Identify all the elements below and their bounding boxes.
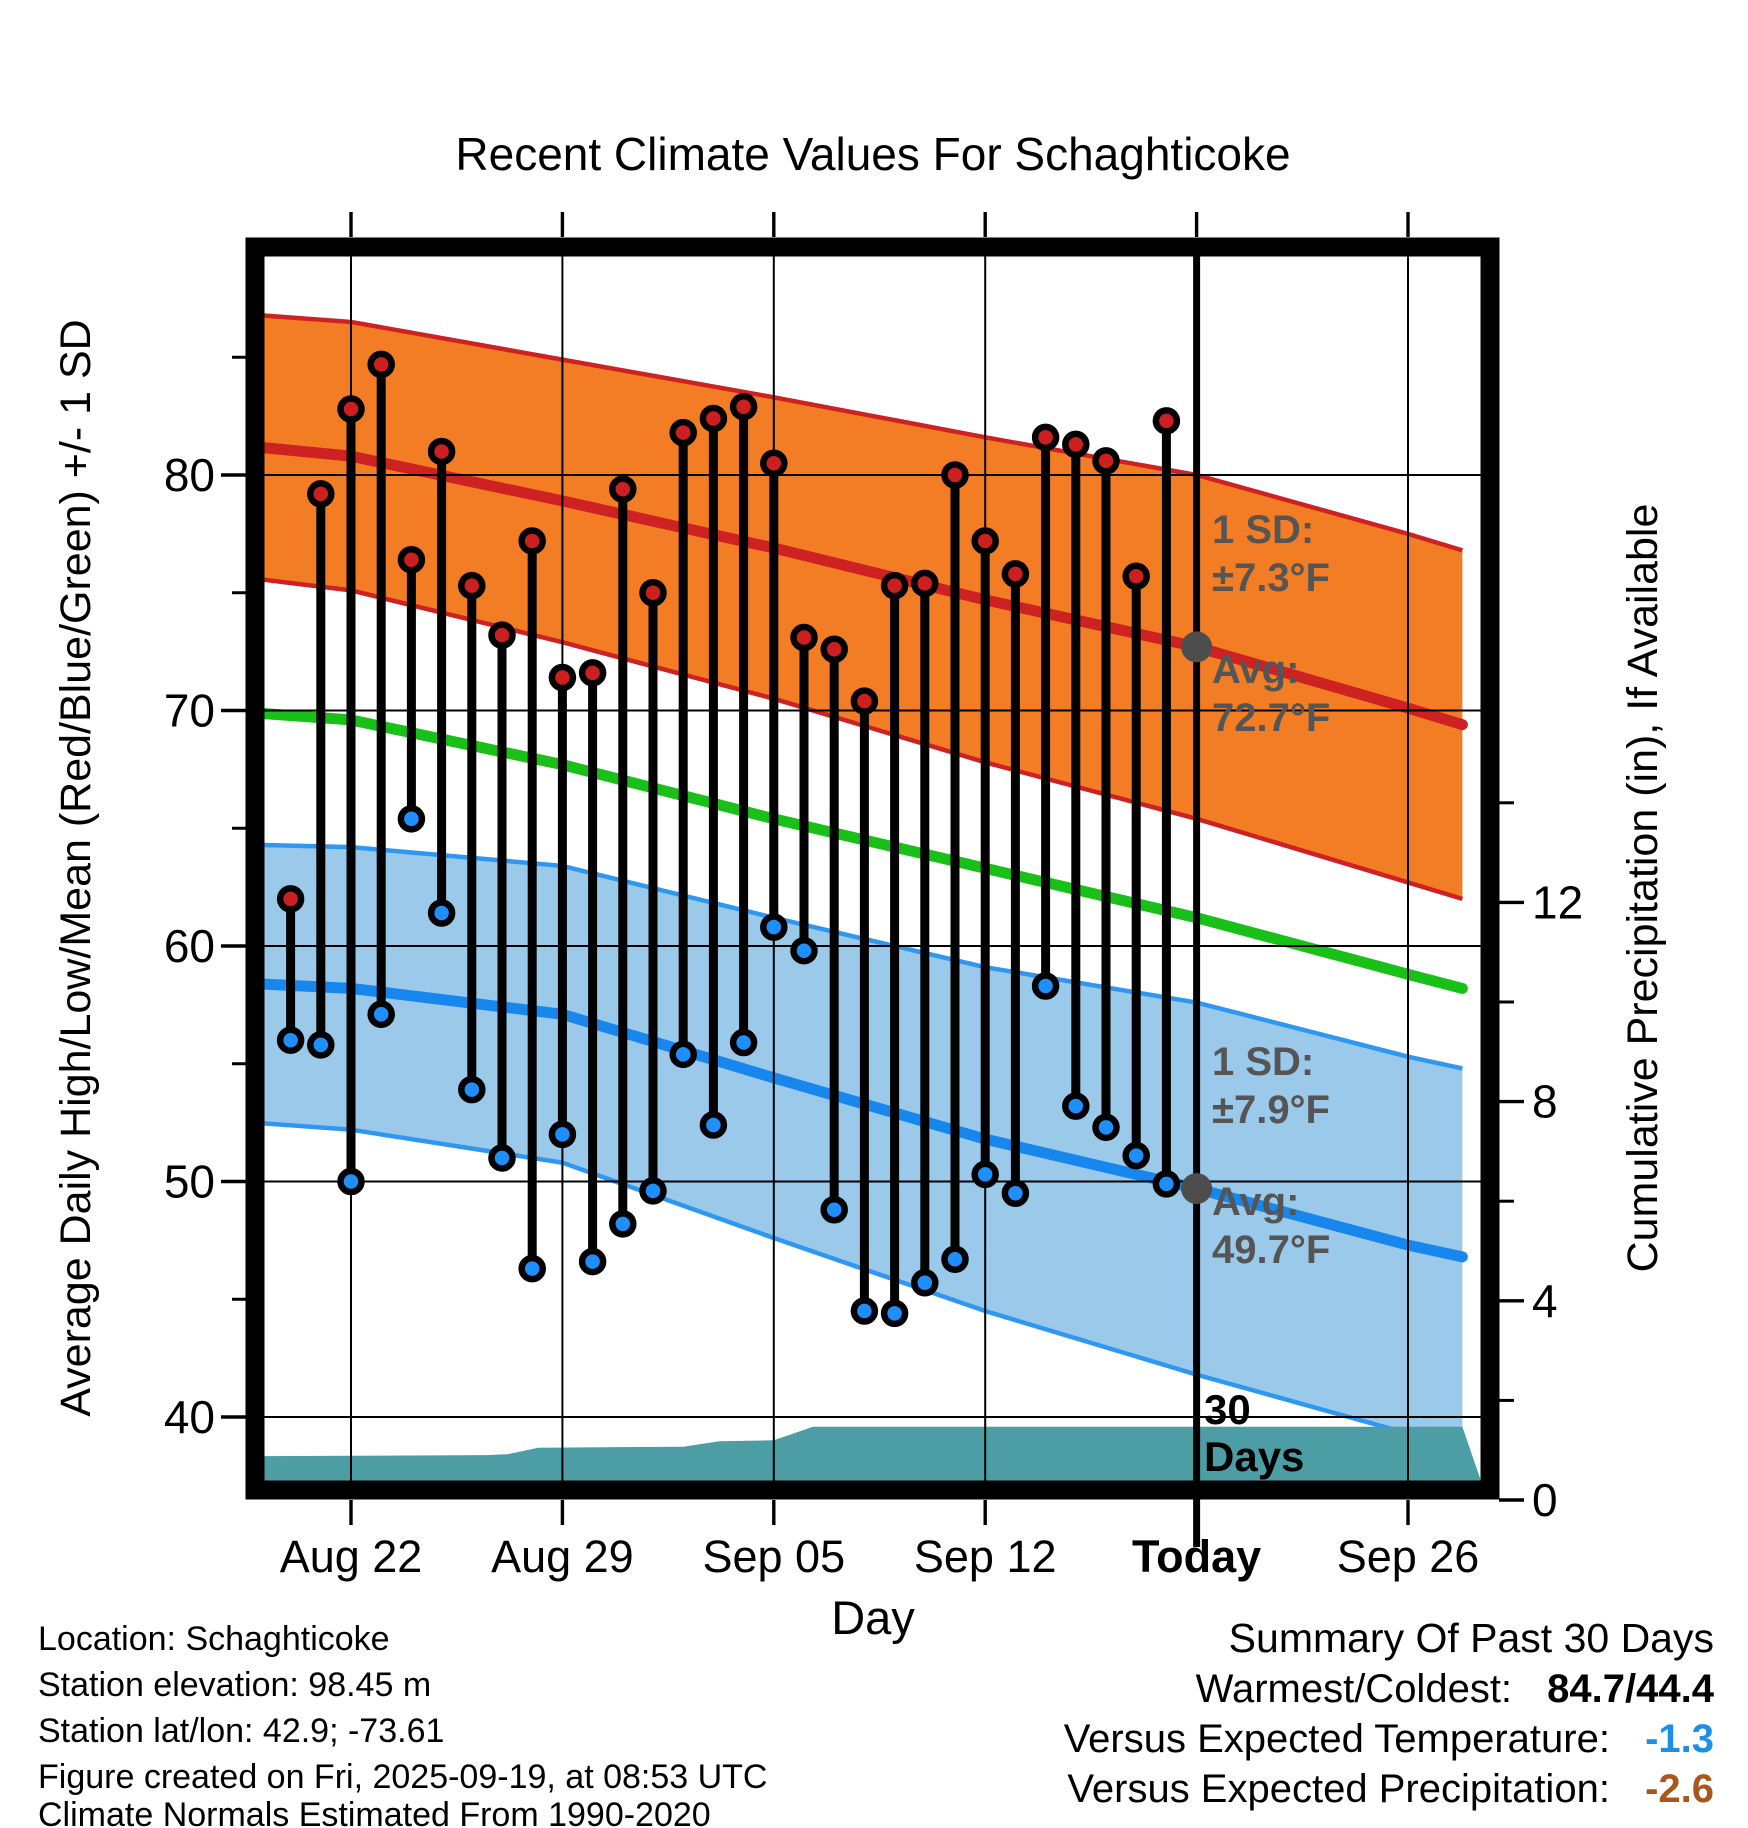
daily-high-dot [1035,427,1056,448]
x-tick-label: Aug 29 [491,1531,634,1582]
today-average-marker [1181,631,1212,662]
daily-high-dot [673,422,694,443]
daily-low-dot [975,1164,996,1185]
low-avg-value: 49.7°F [1212,1228,1331,1272]
daily-high-dot [763,453,784,474]
high-avg-label: Avg: [1212,648,1300,692]
daily-high-dot [703,408,724,429]
footer-latlon: Station lat/lon: 42.9; -73.61 [38,1712,445,1750]
daily-high-dot [884,575,905,596]
daily-high-dot [492,625,513,646]
daily-high-dot [1126,566,1147,587]
x-axis-label: Day [831,1591,915,1644]
daily-high-dot [552,667,573,688]
daily-high-dot [824,639,845,660]
daily-low-dot [1005,1183,1026,1204]
summary-row-vs-temperature [1064,1717,1714,1761]
daily-low-dot [280,1030,301,1051]
daily-low-dot [492,1147,513,1168]
x-tick-label: Aug 22 [279,1531,423,1582]
y-left-tick-label: 40 [163,1391,215,1443]
footer-created: Figure created on Fri, 2025-09-19, at 08:53 UTC [38,1758,768,1796]
daily-low-dot [522,1258,543,1279]
daily-high-dot [733,396,754,417]
daily-low-dot [461,1079,482,1100]
footer-info [38,1620,768,1828]
daily-low-dot [884,1303,905,1324]
y-left-tick-label: 50 [163,1155,215,1208]
daily-high-dot [341,399,362,420]
daily-high-dot [643,582,664,603]
daily-low-dot [824,1199,845,1220]
daily-low-dot [371,1004,392,1025]
daily-low-dot [431,903,452,924]
summary-row-warmest-coldest [1196,1667,1715,1711]
summary-vstemp-value: -1.3 [1645,1717,1714,1761]
normal-high-band [254,315,1462,899]
plot-area-clipped-marks [254,256,1481,1481]
summary-vsprecip-value: -2.6 [1645,1767,1714,1811]
y-right-tick-label: 0 [1532,1474,1558,1526]
summary-panel [1064,1615,1715,1811]
daily-high-dot [371,354,392,375]
daily-low-dot [552,1124,573,1145]
high-avg-value: 72.7°F [1212,696,1331,740]
daily-low-dot [1096,1117,1117,1138]
y-left-tick-label: 60 [163,920,215,972]
y-right-tick-label: 12 [1532,876,1584,929]
daily-high-dot [431,441,452,462]
x-tick-label: Sep 05 [702,1531,846,1582]
low-sd-label: 1 SD: [1212,1040,1315,1084]
footer-normals: Climate Normals Estimated From 1990-2020 [38,1796,711,1828]
x-tick-label: Sep 26 [1336,1531,1480,1582]
daily-low-dot [733,1032,754,1053]
daily-low-dot [1126,1145,1147,1166]
y-right-axis-label: Cumulative Precipitation (in), If Available [1619,503,1667,1273]
y-right-tick-label: 8 [1532,1075,1558,1128]
daily-high-dot [854,691,875,712]
summary-vstemp-label: Versus Expected Temperature: [1063,1717,1610,1761]
daily-low-dot [673,1044,694,1065]
summary-warmcold-label: Warmest/Coldest: [1195,1667,1513,1711]
x-tick-label: Sep 12 [913,1531,1057,1582]
daily-low-dot [1065,1096,1086,1117]
chart-title: Recent Climate Values For Schaghticoke [455,128,1291,180]
daily-low-dot [763,917,784,938]
daily-low-dot [1035,976,1056,997]
high-sd-label: 1 SD: [1212,508,1315,552]
daily-high-dot [582,662,603,683]
high-sd-value: ±7.3°F [1212,556,1330,600]
daily-high-dot [401,549,422,570]
summary-row-vs-precipitation [1067,1767,1714,1811]
low-avg-label: Avg: [1212,1180,1300,1224]
daily-high-dot [945,465,966,486]
low-sd-value: ±7.9°F [1212,1088,1330,1132]
daily-low-dot [341,1171,362,1192]
daily-low-dot [703,1114,724,1135]
daily-low-dot [401,808,422,829]
daily-high-dot [1096,450,1117,471]
daily-low-dot [1156,1173,1177,1194]
daily-high-dot [794,627,815,648]
footer-location: Location: Schaghticoke [38,1620,390,1658]
daily-high-dot [975,530,996,551]
daily-high-dot [1156,410,1177,431]
daily-high-dot [914,573,935,594]
daily-low-dot [945,1249,966,1270]
window-label-line2: Days [1204,1433,1305,1480]
daily-low-dot [794,940,815,961]
y-left-tick-label: 80 [163,449,215,501]
daily-high-dot [1065,434,1086,455]
daily-high-dot [280,888,301,909]
today-average-marker [1181,1173,1212,1204]
daily-high-dot [310,483,331,504]
y-left-axis-label: Average Daily High/Low/Mean (Red/Blue/Green) +/- 1 SD [52,319,100,1417]
x-tick-label: Today [1132,1531,1262,1582]
footer-elevation: Station elevation: 98.45 m [38,1666,432,1704]
summary-warmcold-value: 84.7/44.4 [1547,1667,1714,1711]
daily-low-dot [643,1180,664,1201]
y-right-tick-label: 4 [1532,1274,1558,1327]
daily-high-dot [1005,563,1026,584]
window-label-line1: 30 [1204,1386,1251,1433]
daily-low-dot [310,1034,331,1055]
daily-low-dot [914,1272,935,1293]
chart-generated-marks [164,212,1583,1582]
daily-low-dot [854,1301,875,1322]
daily-low-dot [612,1213,633,1234]
daily-high-dot [461,575,482,596]
daily-low-dot [582,1251,603,1272]
y-left-tick-label: 70 [163,684,215,737]
summary-title: Summary Of Past 30 Days [1228,1615,1714,1661]
daily-high-dot [522,530,543,551]
summary-vsprecip-label: Versus Expected Precipitation: [1067,1767,1610,1811]
daily-high-dot [612,479,633,500]
